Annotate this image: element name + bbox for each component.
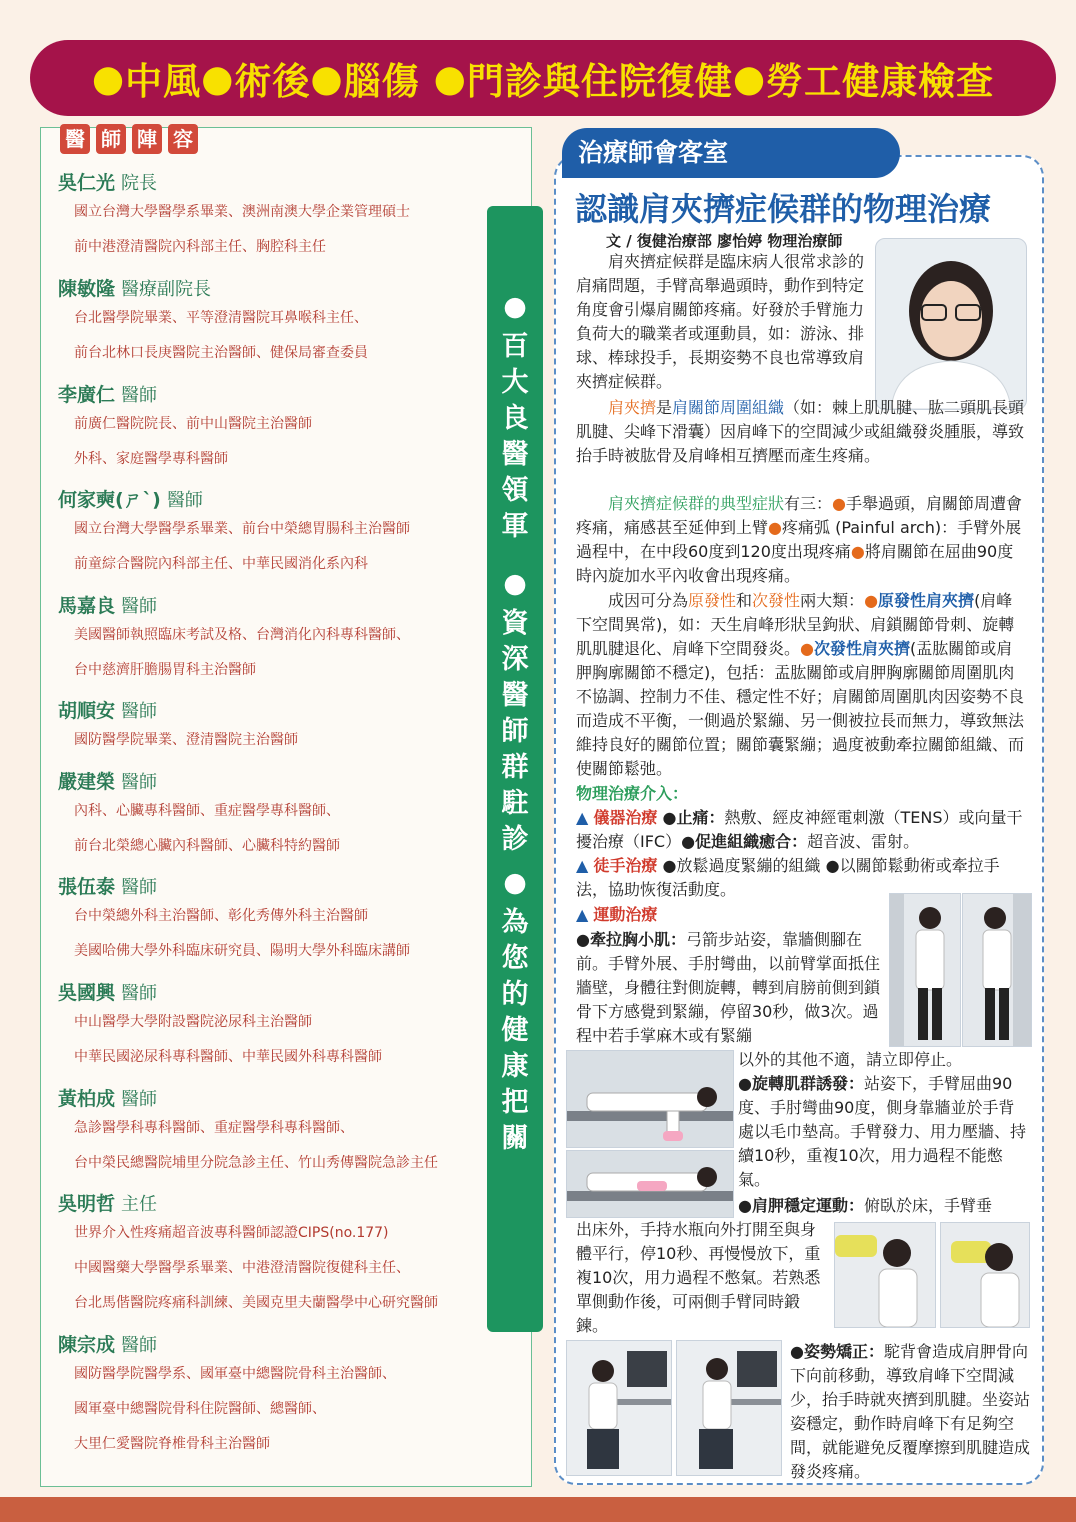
bullet-icon: ● bbox=[738, 1074, 752, 1093]
doctor-entry bbox=[58, 485, 528, 582]
bullet-icon: ● bbox=[732, 56, 767, 100]
symptom-3: 將肩關節在屈曲90度時內旋加水平內收會出現疼痛。 bbox=[576, 542, 1014, 585]
banner-item: 門診與住院復健 bbox=[466, 60, 733, 103]
manual-label: 徒手治療 bbox=[593, 856, 658, 875]
doctor-name: 何家奭(ㄕˋ) bbox=[58, 489, 161, 511]
doctor-name: 吳國興 bbox=[58, 982, 116, 1004]
slogan-char: 診 bbox=[501, 824, 529, 855]
doctor-credential: 國立台灣大學醫學系畢業、前台中榮總胃腸科主治醫師 bbox=[74, 521, 410, 537]
pain-text: 熱敷、經皮神經電刺激（TENS）或向量干擾治療（IFC） bbox=[576, 808, 1023, 851]
doctor-entry bbox=[58, 591, 528, 688]
exercise-heading bbox=[576, 903, 886, 927]
instrument-therapy bbox=[576, 806, 1028, 854]
slogan-char: 的 bbox=[501, 979, 529, 1010]
exercise-2 bbox=[738, 1072, 1028, 1192]
doctor-title: 醫療副院長 bbox=[121, 279, 212, 300]
doctor-credential: 前中港澄清醫院內科部主任、胸腔科主任 bbox=[74, 239, 326, 255]
doctor-title: 主任 bbox=[121, 1194, 158, 1215]
exercise-photo bbox=[566, 1050, 734, 1148]
term-secondary: 次發性 bbox=[752, 591, 801, 610]
slogan-char: 深 bbox=[501, 644, 529, 675]
doctor-credential: 台北馬偕醫院疼痛科訓練、美國克里夫蘭醫學中心研究醫師 bbox=[74, 1295, 438, 1311]
secondary-text: (盂肱關節或肩胛胸廓關節不穩定)，包括：盂肱關節或肩胛胸廓關節周圍肌肉不協調、控制力不佳、穩定性不好；肩關節周圍肌肉因姿勢不良而造成不平衡，一側過於緊繃、另一側被拉長而無力，導致無法維持良好的關節位置；關節囊緊繃；過度被動牽拉關節組織、而使關節鬆弛。 bbox=[576, 639, 1025, 778]
exercise-label: 運動治療 bbox=[593, 905, 658, 924]
cause-and: 和 bbox=[736, 591, 753, 610]
bullet-icon: ● bbox=[310, 56, 344, 100]
doctor-credential: 台中慈濟肝膽腸胃科主治醫師 bbox=[74, 662, 256, 678]
slogan-char: ● bbox=[503, 867, 527, 898]
term-impingement: 肩夾擠 bbox=[608, 398, 657, 417]
symptom-heading: 肩夾擠症候群的典型症狀 bbox=[608, 494, 785, 513]
triangle-icon: ▲ bbox=[576, 856, 589, 875]
doctor-name: 陳宗成 bbox=[58, 1334, 116, 1356]
slogan-char: 健 bbox=[501, 1015, 529, 1046]
ex3-text: 俯臥於床，手臂垂 bbox=[863, 1196, 992, 1215]
doctor-title: 醫師 bbox=[121, 701, 158, 722]
doctor-credential: 台中榮總外科主治醫師、彰化秀傳外科主治醫師 bbox=[74, 908, 368, 924]
secondary-label: 次發性肩夾擠 bbox=[813, 639, 910, 658]
top-banner bbox=[30, 40, 1056, 116]
exercise-4 bbox=[790, 1340, 1030, 1484]
doctor-credential: 中國醫藥大學醫學系畢業、中港澄清醫院復健科主任、 bbox=[74, 1260, 410, 1276]
triangle-icon: ▲ bbox=[576, 808, 589, 827]
bullet-icon: ● bbox=[576, 930, 590, 949]
doctor-credential: 國立台灣大學醫學系畢業、澳洲南澳大學企業管理碩士 bbox=[74, 204, 410, 220]
exercise-photo bbox=[889, 893, 961, 1047]
heal-text: 超音波、雷射。 bbox=[807, 832, 920, 851]
doctor-name: 吳仁光 bbox=[58, 172, 116, 194]
doctor-title: 醫師 bbox=[121, 385, 158, 406]
doctor-name: 陳敏隆 bbox=[58, 278, 116, 300]
symptom-intro: 有三： bbox=[784, 494, 833, 513]
author-photo bbox=[875, 238, 1027, 410]
slogan-char: ● bbox=[503, 568, 527, 599]
article-title: 認識肩夾擠症候群的物理治療 bbox=[575, 190, 992, 228]
slogan-char: 軍 bbox=[501, 511, 529, 542]
slogan-char: 駐 bbox=[501, 788, 529, 819]
def-connector: 是 bbox=[656, 398, 673, 417]
doctor-entry bbox=[58, 696, 528, 758]
doctor-title: 醫師 bbox=[121, 772, 158, 793]
header-char: 醫 bbox=[60, 124, 90, 154]
bullet-icon: ● bbox=[738, 1196, 752, 1215]
doctor-title: 醫師 bbox=[121, 1089, 158, 1110]
section-tab: 治療師會客室 bbox=[562, 128, 900, 178]
ex4-text: 駝背會造成肩胛骨向下向前移動，導致肩峰下空間減少，抬手時就夾擠到肌腱。坐姿站姿穩定，動作時肩峰下有足夠空間，就能避免反覆摩擦到肌腱造成發炎疼痛。 bbox=[790, 1342, 1031, 1481]
doctor-entry bbox=[58, 380, 528, 477]
header-char: 陣 bbox=[132, 124, 162, 154]
doctor-entry bbox=[58, 767, 528, 864]
doctor-credential: 世界介入性疼痛超音波專科醫師認證CIPS(no.177) bbox=[74, 1225, 389, 1241]
symptom-2: 疼痛弧 (Painful arch)：手臂外展過程中，在中段60度到120度出現疼痛 bbox=[576, 518, 1022, 561]
doctor-credential: 外科、家庭醫學專科醫師 bbox=[74, 451, 228, 467]
ex3-label: 肩胛穩定運動： bbox=[751, 1196, 864, 1215]
slogan-char: 醫 bbox=[501, 680, 529, 711]
ex1-label: 牽拉胸小肌： bbox=[589, 930, 686, 949]
bullet-icon: ● bbox=[850, 542, 865, 561]
heal-label: 促進組織癒合： bbox=[695, 832, 808, 851]
cause-intro: 成因可分為 bbox=[608, 591, 689, 610]
slogan-char: 您 bbox=[501, 943, 529, 974]
doctor-credential: 大里仁愛醫院脊椎骨科主治醫師 bbox=[74, 1436, 270, 1452]
doctor-title: 醫師 bbox=[121, 877, 158, 898]
doctor-credential: 前廣仁醫院院長、前中山醫院主治醫師 bbox=[74, 416, 312, 432]
doctor-entry bbox=[58, 1084, 528, 1181]
term-primary: 原發性 bbox=[688, 591, 737, 610]
exercise-photo bbox=[566, 1340, 672, 1476]
slogan-char: 群 bbox=[501, 752, 529, 783]
doctor-name: 吳明哲 bbox=[58, 1193, 116, 1215]
doctor-entry bbox=[58, 1330, 528, 1462]
banner-item: 中風 bbox=[125, 60, 202, 103]
ex2-label: 旋轉肌群誘發： bbox=[751, 1074, 864, 1093]
slogan-char: 領 bbox=[501, 475, 529, 506]
doctor-name: 黃柏成 bbox=[58, 1088, 116, 1110]
pt-heading bbox=[576, 782, 1028, 806]
bullet-icon: ● bbox=[662, 856, 677, 875]
doctor-credential: 急診醫學科專科醫師、重症醫學科專科醫師、 bbox=[74, 1120, 354, 1136]
pain-label: 止痛： bbox=[676, 808, 725, 827]
exercise-1-cont: 以外的其他不適，請立即停止。 bbox=[738, 1050, 963, 1069]
doctor-title: 醫師 bbox=[121, 1335, 158, 1356]
definition-paragraph bbox=[576, 396, 1028, 468]
ex2-text: 站姿下，手臂屈曲90度、手肘彎曲90度，側身靠牆並於手背處以毛巾墊高。手臂發力、用力壓牆、持續10秒，重複10次，用力過程不能憋氣。 bbox=[738, 1074, 1027, 1189]
doctor-credential: 美國醫師執照臨床考試及格、台灣消化內科專科醫師、 bbox=[74, 627, 410, 643]
banner-item: 術後 bbox=[234, 60, 311, 103]
doctors-header bbox=[60, 124, 198, 154]
doctor-title: 院長 bbox=[121, 173, 158, 194]
bullet-icon: ● bbox=[832, 494, 846, 513]
exercise-photo bbox=[566, 1150, 734, 1218]
instrument-label: 儀器治療 bbox=[593, 808, 658, 827]
slogan-char: 良 bbox=[501, 403, 529, 434]
header-char: 容 bbox=[168, 124, 198, 154]
exercise-3 bbox=[738, 1194, 1028, 1218]
bullet-icon: ● bbox=[419, 56, 467, 100]
bullet-icon: ● bbox=[681, 832, 696, 851]
exercise-photo bbox=[962, 893, 1032, 1047]
bullet-icon: ● bbox=[864, 591, 879, 610]
pt-heading-text: 物理治療介入： bbox=[576, 784, 689, 803]
doctor-credential: 中山醫學大學附設醫院泌尿科主治醫師 bbox=[74, 1014, 312, 1030]
exercise-photo bbox=[940, 1222, 1030, 1328]
doctor-credential: 國防醫學院畢業、澄清醫院主治醫師 bbox=[74, 732, 298, 748]
doctor-credential: 國軍臺中總醫院骨科住院醫師、總醫師、 bbox=[74, 1401, 326, 1417]
banner-item: 勞工健康檢查 bbox=[766, 60, 995, 103]
doctor-name: 張伍泰 bbox=[58, 876, 116, 898]
doctor-title: 醫師 bbox=[166, 490, 203, 511]
slogan-char: 醫 bbox=[501, 439, 529, 470]
footer-bar bbox=[0, 1497, 1076, 1522]
doctor-name: 嚴建榮 bbox=[58, 771, 116, 793]
doctor-name: 胡順安 bbox=[58, 700, 116, 722]
doctor-name: 馬嘉良 bbox=[58, 595, 116, 617]
doctor-credential: 中華民國泌尿科專科醫師、中華民國外科專科醫師 bbox=[74, 1049, 382, 1065]
symptom-paragraph bbox=[576, 492, 1028, 588]
cause-paragraph bbox=[576, 589, 1028, 781]
exercise-3-cont: 出床外，手持水瓶向外打開至與身體平行，停10秒、再慢慢放下，重複10次，用力過程不憋氣。若熟悉單側動作後，可兩側手臂同時鍛鍊。 bbox=[576, 1220, 821, 1335]
doctor-credential: 前童綜合醫院內科部主任、中華民國消化系內科 bbox=[74, 556, 368, 572]
ex1-text: 弓箭步站姿，靠牆側腳在前。手臂外展、手肘彎曲，以前臂掌面抵住牆壁，身體往對側旋轉，轉到肩膀前側到鎖骨下方感覺到緊繃，停留30秒，做3次。過程中若手掌麻木或有緊繃 bbox=[576, 930, 881, 1045]
primary-text: (肩峰下空間異常)，如：天生肩峰形狀呈鉤狀、肩鎖關節骨刺、旋轉肌肌腱退化、肩峰下空間發炎。 bbox=[576, 591, 1015, 658]
doctor-credential: 前台北林口長庚醫院主治醫師、健保局審查委員 bbox=[74, 345, 368, 361]
header-char: 師 bbox=[96, 124, 126, 154]
bullet-icon: ● bbox=[91, 56, 126, 100]
doctor-entry bbox=[58, 274, 528, 371]
symptom-1: 手舉過頭，肩關節周遭會疼痛，痛感甚至延伸到上臂 bbox=[576, 494, 1023, 537]
intro-paragraph: 肩夾擠症候群是臨床病人很常求診的肩痛問題，手臂高舉過頭時，動作到特定角度會引爆肩關節疼痛。好發於手臂施力負荷大的職業者或運動員，如：游泳、排球、棒球投手，長期姿勢不良也常導致肩夾擠症候群。 bbox=[576, 252, 865, 391]
slogan-char: 康 bbox=[501, 1051, 529, 1082]
slogan-char: 師 bbox=[501, 716, 529, 747]
doctor-credential: 內科、心臟專科醫師、重症醫學專科醫師、 bbox=[74, 803, 340, 819]
primary-label: 原發性肩夾擠 bbox=[878, 591, 975, 610]
exercise-photo bbox=[676, 1340, 782, 1476]
slogan-char: 資 bbox=[501, 608, 529, 639]
bullet-icon: ● bbox=[201, 56, 235, 100]
bullet-icon: ● bbox=[662, 808, 677, 827]
term-tissue: 肩關節周圍組織 bbox=[672, 398, 785, 417]
slogan-char: 為 bbox=[501, 907, 529, 938]
vertical-slogan-banner bbox=[487, 206, 543, 1332]
bullet-icon: ● bbox=[768, 518, 782, 537]
doctor-title: 醫師 bbox=[121, 983, 158, 1004]
def-text: （如：棘上肌肌腱、肱二頭肌長頭肌腱、尖峰下滑囊）因肩峰下的空間減少或組織發炎腫脹，導致抬手時被肱骨及肩峰相互擠壓而產生疼痛。 bbox=[576, 398, 1025, 465]
doctor-entry bbox=[58, 872, 528, 969]
cause-types: 兩大類： bbox=[800, 591, 865, 610]
doctor-entry bbox=[58, 1189, 528, 1321]
doctor-entry bbox=[58, 168, 528, 265]
exercise-1 bbox=[576, 928, 884, 1048]
article-author: 文 / 復健治療部 廖怡婷 物理治療師 bbox=[606, 232, 843, 250]
manual-text-2: 以關節鬆動術或牽拉手法，協助恢復活動度。 bbox=[576, 856, 1000, 899]
slogan-char: 百 bbox=[501, 331, 529, 362]
doctor-name: 李廣仁 bbox=[58, 384, 116, 406]
doctor-entry bbox=[58, 978, 528, 1075]
slogan-char: 大 bbox=[501, 367, 529, 398]
manual-text: 放鬆過度緊繃的組織 bbox=[676, 856, 821, 875]
bullet-icon: ● bbox=[790, 1342, 804, 1361]
ex4-label: 姿勢矯正： bbox=[803, 1342, 884, 1361]
bullet-icon: ● bbox=[800, 639, 814, 658]
doctor-credential: 美國哈佛大學外科臨床研究員、陽明大學外科臨床講師 bbox=[74, 943, 410, 959]
triangle-icon: ▲ bbox=[576, 905, 589, 924]
exercise-photo bbox=[834, 1222, 936, 1328]
doctor-credential: 台中榮民總醫院埔里分院急診主任、竹山秀傳醫院急診主任 bbox=[74, 1155, 438, 1171]
banner-item: 腦傷 bbox=[343, 60, 420, 103]
doctor-title: 醫師 bbox=[121, 596, 158, 617]
slogan-char: 把 bbox=[501, 1087, 529, 1118]
doctor-credential: 國防醫學院醫學系、國軍臺中總醫院骨科主治醫師、 bbox=[74, 1366, 396, 1382]
slogan-char: 關 bbox=[501, 1123, 529, 1154]
bullet-icon: ● bbox=[825, 856, 840, 875]
slogan-char: ● bbox=[503, 291, 527, 322]
doctor-credential: 台北醫學院畢業、平等澄清醫院耳鼻喉科主任、 bbox=[74, 310, 368, 326]
doctor-credential: 前台北榮總心臟內科醫師、心臟科特約醫師 bbox=[74, 838, 340, 854]
